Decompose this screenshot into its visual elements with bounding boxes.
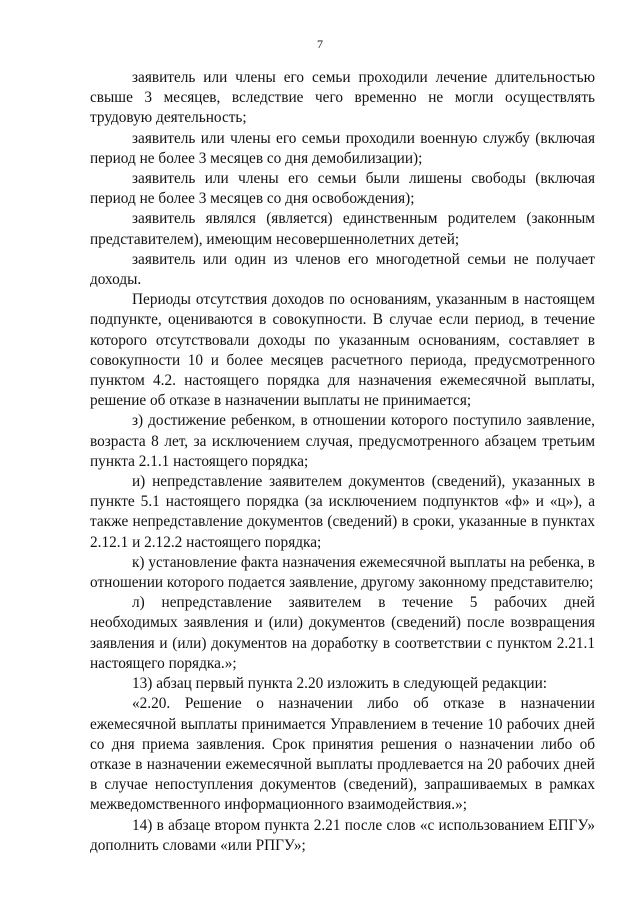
paragraph-amendment-14: 14) в абзаце втором пункта 2.21 после слов «с использованием ЕПГУ» дополнить словами «или РПГУ»; [90, 816, 595, 854]
paragraph-large-family: заявитель или один из членов его многодетной семьи не получает доходы. [90, 250, 595, 289]
page-number: 7 [317, 37, 323, 51]
paragraph-imprisonment: заявитель или члены его семьи были лишены свободы (включая период не более 3 месяцев со дня освобождения); [90, 170, 595, 208]
paragraph-single-parent: заявитель являлся (является) единственным родителем (законным представителем), имеющим несовершеннолетних детей; [90, 210, 595, 248]
paragraph-clause-2-20: «2.20. Решение о назначении либо об отказе в назначении ежемесячной выплаты принимается Управлением в течение 10 рабочих дней со дня приема заявления. Срок принятия решения о назначении либо об отказе в назначении ежемесячной выплаты продлевается на 20 рабочих дней в случае непоступления документов (сведений), запрашиваемых в рамках межведомственного информационного взаимодействия.»; [90, 695, 595, 814]
paragraph-item-z: з) достижение ребенком, в отношении которого поступило заявление, возраста 8 лет, за исключением случая, предусмотренного абзацем третьим пункта 2.1.1 настоящего порядка; [90, 412, 595, 470]
paragraph-item-k: к) установление факта назначения ежемесячной выплаты на ребенка, в отношении которого подается заявление, другому законному представителю; [90, 553, 595, 592]
paragraph-item-i: и) непредставление заявителем документов (сведений), указанных в пункте 5.1 настоящего порядка (за исключением подпунктов «ф» и «ц»), а также непредставление документов (сведений) в сроки, указанные в пунктах 2.12.1 и 2.12.2 настоящего порядка; [90, 473, 595, 551]
paragraph-military-service: заявитель или члены его семьи проходили военную службу (включая период не более 3 месяцев со дня демобилизации); [90, 129, 595, 167]
document-body [90, 68, 595, 856]
paragraph-income-periods: Периоды отсутствия доходов по основаниям, указанным в настоящем подпункте, оцениваются в совокупности. В случае если период, в течение которого отсутствовали доходы по указанным основаниям, составляет в совокупности 10 и более месяцев расчетного периода, предусмотренного пунктом 4.2. настоящего порядка для назначения ежемесячной выплаты, решение об отказе в назначении выплаты не принимается; [90, 291, 595, 410]
paragraph-treatment: заявитель или члены его семьи проходили лечение длительностью свыше 3 месяцев, вследствие чего временно не могли осуществлять трудовую деятельность; [90, 69, 595, 127]
paragraph-amendment-13: 13) абзац первый пункта 2.20 изложить в следующей редакции: [132, 675, 548, 693]
paragraph-item-l: л) непредставление заявителем в течение 5 рабочих дней необходимых заявления и (или) документов (сведений) после возвращения заявления и (или) документов на доработку в соответствии с пунктом 2.21.1 настоящего порядка.»; [90, 594, 595, 672]
